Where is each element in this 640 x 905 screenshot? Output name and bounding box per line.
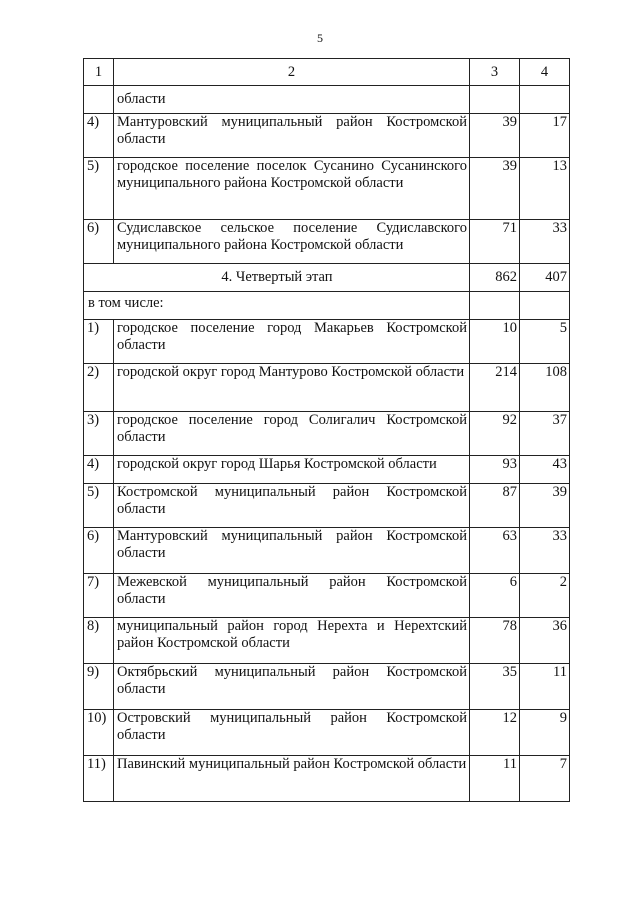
column-header-2: 2 (114, 59, 470, 86)
table-row (84, 528, 570, 574)
row-number: 6) (84, 528, 114, 574)
row-value-3: 93 (470, 456, 520, 484)
allocation-table (83, 58, 570, 802)
row-value-4: 33 (520, 220, 570, 264)
row-name: Мантуровский муниципальный район Костромской области (114, 528, 470, 574)
row-number: 10) (84, 710, 114, 756)
row-number: 9) (84, 664, 114, 710)
row-number: 5) (84, 158, 114, 220)
row-value-4: 5 (520, 320, 570, 364)
row-value-3: 6 (470, 574, 520, 618)
table-row (84, 574, 570, 618)
row-number: 4) (84, 456, 114, 484)
row-number: 3) (84, 412, 114, 456)
row-value-4: 17 (520, 114, 570, 158)
row-value-4: 7 (520, 756, 570, 802)
page-number: 5 (317, 31, 323, 45)
row-name: городской округ город Мантурово Костромской области (114, 364, 470, 412)
row-name: городской округ город Шарья Костромской области (114, 456, 470, 484)
row-name: Межевской муниципальный район Костромской области (114, 574, 470, 618)
table-row (84, 114, 570, 158)
table-row (84, 220, 570, 264)
subheader-text: в том числе: (84, 292, 470, 320)
row-value-3: 214 (470, 364, 520, 412)
row-value-3: 10 (470, 320, 520, 364)
row-name: Мантуровский муниципальный район Костромской области (114, 114, 470, 158)
table-row (84, 710, 570, 756)
table-row (84, 664, 570, 710)
stage-value-3: 862 (470, 264, 520, 292)
row-value-3: 39 (470, 114, 520, 158)
row-number: 6) (84, 220, 114, 264)
row-value-3: 87 (470, 484, 520, 528)
row-name: муниципальный район город Нерехта и Нерехтский район Костромской области (114, 618, 470, 664)
row-value-4: 108 (520, 364, 570, 412)
table-row (84, 756, 570, 802)
table-header-row (84, 59, 570, 86)
column-header-3: 3 (470, 59, 520, 86)
row-value-4: 2 (520, 574, 570, 618)
row-name: Костромской муниципальный район Костромской области (114, 484, 470, 528)
row-value-4: 9 (520, 710, 570, 756)
stage-row (84, 264, 570, 292)
continuation-text: области (114, 86, 470, 114)
row-value-4: 13 (520, 158, 570, 220)
row-name: городское поселение город Солигалич Костромской области (114, 412, 470, 456)
row-name: Островский муниципальный район Костромской области (114, 710, 470, 756)
row-name: Судиславское сельское поселение Судиславского муниципального района Костромской области (114, 220, 470, 264)
table-row (84, 456, 570, 484)
row-value-3: 35 (470, 664, 520, 710)
row-number: 7) (84, 574, 114, 618)
row-value-4: 39 (520, 484, 570, 528)
column-header-4: 4 (520, 59, 570, 86)
table-row (84, 364, 570, 412)
row-value-4: 33 (520, 528, 570, 574)
subheader-row (84, 292, 570, 320)
table-row (84, 86, 570, 114)
row-value-3: 39 (470, 158, 520, 220)
row-name: городское поселение поселок Сусанино Сусанинского муниципального района Костромской области (114, 158, 470, 220)
row-number: 11) (84, 756, 114, 802)
row-name: Октябрьский муниципальный район Костромской области (114, 664, 470, 710)
row-value-3: 92 (470, 412, 520, 456)
row-number: 4) (84, 114, 114, 158)
stage-title: 4. Четвертый этап (84, 264, 470, 292)
row-number: 1) (84, 320, 114, 364)
row-value-4: 43 (520, 456, 570, 484)
row-number: 2) (84, 364, 114, 412)
row-value-4: 36 (520, 618, 570, 664)
row-number: 5) (84, 484, 114, 528)
row-number: 8) (84, 618, 114, 664)
table-row (84, 320, 570, 364)
row-value-4: 37 (520, 412, 570, 456)
row-name: городское поселение город Макарьев Костромской области (114, 320, 470, 364)
row-value-3: 12 (470, 710, 520, 756)
row-name: Павинский муниципальный район Костромской области (114, 756, 470, 802)
row-value-4: 11 (520, 664, 570, 710)
row-value-3: 11 (470, 756, 520, 802)
row-value-3: 63 (470, 528, 520, 574)
column-header-1: 1 (84, 59, 114, 86)
table-row (84, 618, 570, 664)
table-row (84, 412, 570, 456)
table-row (84, 484, 570, 528)
table-row (84, 158, 570, 220)
stage-value-4: 407 (520, 264, 570, 292)
row-value-3: 71 (470, 220, 520, 264)
row-value-3: 78 (470, 618, 520, 664)
